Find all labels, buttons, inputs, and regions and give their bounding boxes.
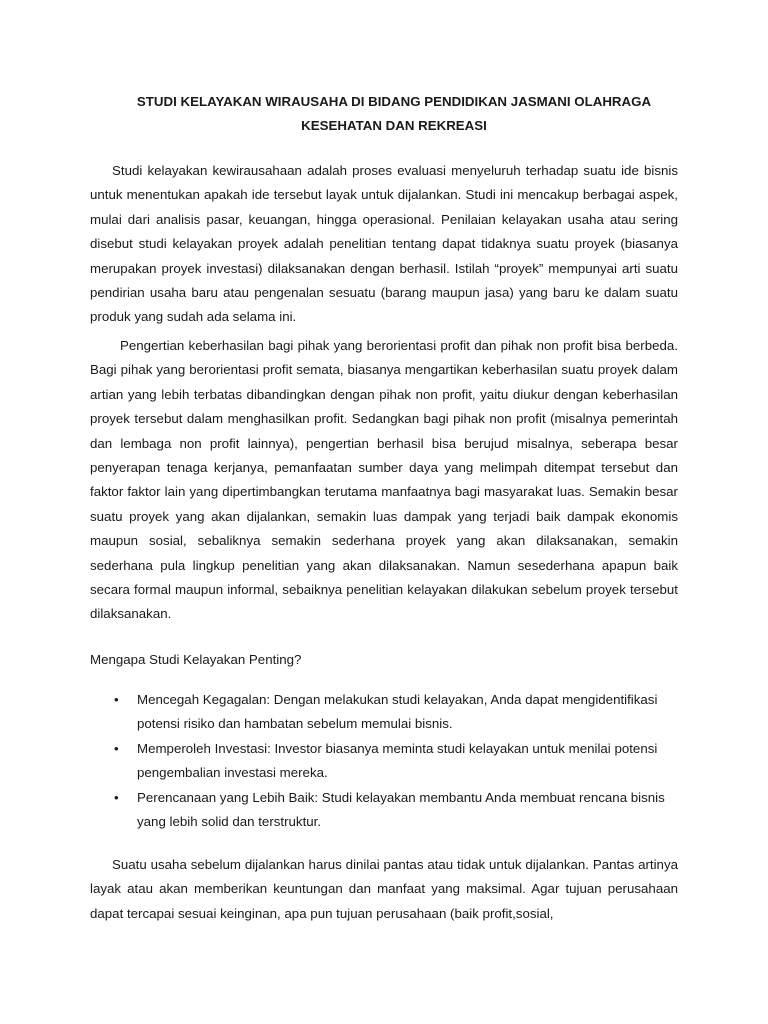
bullet-icon: • [114,789,119,805]
paragraph-2: Pengertian keberhasilan bagi pihak yang berorientasi profit dan pihak non profit bisa berbeda. Bagi pihak yang berorientasi profit semata, biasanya mengartikan keberhasilan suatu proyek dalam artian yang lebih terbatas dibandingkan dengan pihak non profit, yaitu diukur dengan keberhasilan proyek tersebut dalam menghasilkan profit. Sedangkan bagi pihak non profit (misalnya pemerintah dan lembaga non profit lainnya), pengertian berhasil bisa berujud misalnya, seberapa besar penyerapan tenaga kerjanya, pemanfaatan sumber daya yang melimpah ditempat tersebut dan faktor faktor lain yang dipertimbangkan terutama manfaatnya bagi masyarakat luas. Semakin besar suatu proyek yang akan dijalankan, semakin luas dampak yang terjadi baik dampak ekonomis maupun sosial, sebaliknya semakin sederhana proyek yang akan dilaksanakan, semakin sederhana pula lingkup penelitian yang akan dilaksanakan. Namun sesederhana apapun baik secara formal maupun informal, sebaiknya penelitian kelayakan dilakukan sebelum proyek tersebut dilaksanakan. [90,338,678,622]
list-item [90,786,678,835]
paragraph-1: Studi kelayakan kewirausahaan adalah proses evaluasi menyeluruh terhadap suatu ide bisnis untuk menentukan apakah ide tersebut layak untuk dijalankan. Studi ini mencakup berbagai aspek, mulai dari analisis pasar, keuangan, hingga operasional. Penilaian kelayakan usaha atau sering disebut studi kelayakan proyek adalah penelitian tentang dapat tidaknya suatu proyek (biasanya merupakan proyek investasi) dilaksanakan dengan berhasil. Istilah “proyek” mempunyai arti suatu pendirian usaha baru atau pengenalan sesuatu (barang maupun jasa) yang baru ke dalam suatu produk yang sudah ada selama ini. [90,163,678,325]
list-item-text: Perencanaan yang Lebih Baik: Studi kelayakan membantu Anda membuat rencana bisnis yang lebih solid dan terstruktur. [137,789,665,830]
list-item-text: Memperoleh Investasi: Investor biasanya meminta studi kelayakan untuk menilai potensi pengembalian investasi mereka. [137,740,658,781]
section-heading: Mengapa Studi Kelayakan Penting? [90,652,302,667]
document-title [90,90,698,138]
bullet-icon: • [114,692,119,707]
list-item [90,737,678,786]
bullet-list [90,688,678,834]
bullet-icon: • [114,740,119,756]
title-line-2: KESEHATAN DAN REKREASI [301,118,487,133]
title-line-1: STUDI KELAYAKAN WIRAUSAHA DI BIDANG PENDIDIKAN JASMANI OLAHRAGA [136,94,652,109]
list-item-text: Mencegah Kegagalan: Dengan melakukan studi kelayakan, Anda dapat mengidentifikasi potensi risiko dan hambatan sebelum memulai bisnis. [137,692,658,732]
list-item [90,688,678,737]
paragraph-3: Suatu usaha sebelum dijalankan harus dinilai pantas atau tidak untuk dijalankan. Pantas artinya layak atau akan memberikan keuntungan dan manfaat yang maksimal. Agar tujuan perusahaan dapat tercapai sesuai keinginan, apa pun tujuan perusahaan (baik profit,sosial, [90,857,678,921]
